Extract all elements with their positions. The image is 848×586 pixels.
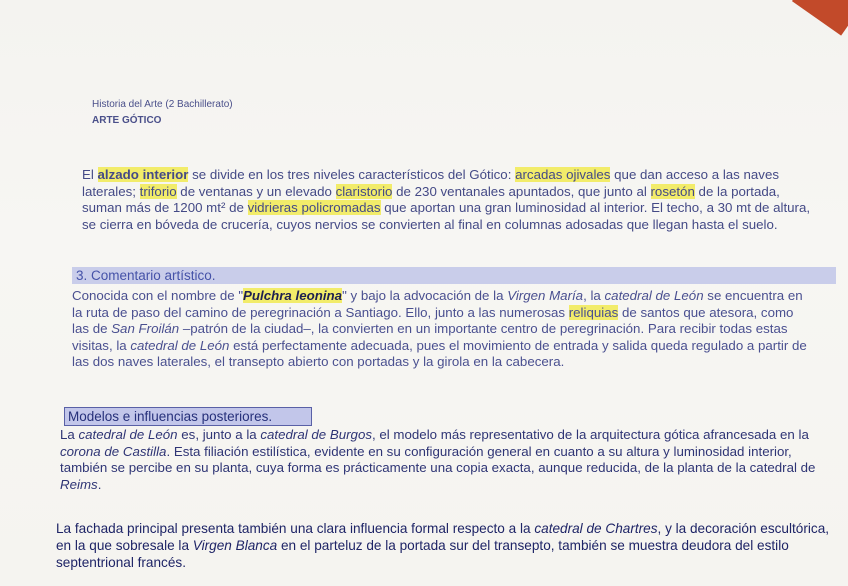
section-heading-modelos: Modelos e influencias posteriores. — [64, 407, 312, 426]
paragraph-alzado-interior: El alzado interior se divide en los tres niveles característicos del Gótico: arcadas ojivales que dan acceso a las naves laterales; triforio de ventanas y un elevado claristorio de 230 ventanales apuntados, que junto al rosetón de la portada, suman más de 1200 mt² de vidrieras policromadas que aportan una gran luminosidad al interior. El techo, a 30 mt de altura, se cierra en bóveda de crucería, cuyos nervios se convierten al final en columnas adosadas que llegan hasta el suelo. — [82, 167, 811, 232]
highlight-vidrieras: vidrieras policromadas — [247, 200, 381, 215]
document-header — [92, 98, 233, 129]
paragraph-modelos: La catedral de León es, junto a la catedral de Burgos, el modelo más representativo de la arquitectura gótica afrancesada en la corona de Castilla. Esta filiación estilística, evidente en su configuración general en cuanto a su altura y luminosidad interior, también se percibe en su planta, cuya forma es prácticamente una copia exacta, aunque reducida, de la planta de la catedral de Reims. — [60, 427, 816, 492]
highlight-roseton: rosetón — [650, 183, 695, 199]
paragraph-fachada: La fachada principal presenta también una clara influencia formal respecto a la catedral de Chartres, y la decoración escultórica, en la que sobresale la Virgen Blanca en el parteluz de la portada sur del transepto, también se muestra deudora del estilo septentrional francés. — [56, 521, 830, 570]
highlight-pulchra-leonina: Pulchra leonina — [243, 288, 343, 303]
highlight-triforio: triforio — [139, 183, 177, 199]
paragraph-comentario: Conocida con el nombre de "Pulchra leonina" y bajo la advocación de la Virgen María, la catedral de León se encuentra en la ruta de paso del camino de peregrinación a Santiago. Ello, junto a las numerosas reliquias de santos que atesora, como las de San Froilán –patrón de la ciudad–, la convierten en un importante centro de peregrinación. Para recibir todas estas visitas, la catedral de León está perfectamente adecuada, pues el movimiento de entrada y salida queda regulado a partir de las dos naves laterales, el transepto abierto con portadas y la girola en la cabecera. — [72, 288, 807, 369]
highlight-arcadas: arcadas ojivales — [515, 167, 611, 182]
corner-decoration — [792, 0, 848, 36]
highlight-reliquias: reliquias — [568, 304, 619, 320]
highlight-alzado-interior: alzado interior — [97, 167, 189, 182]
section-heading-comentario: 3. Comentario artístico. — [72, 267, 836, 284]
document-title: ARTE GÓTICO — [92, 115, 162, 126]
highlight-claristorio: claristorio — [335, 183, 393, 199]
subject-label: Historia del Arte (2 Bachillerato) — [92, 99, 233, 110]
